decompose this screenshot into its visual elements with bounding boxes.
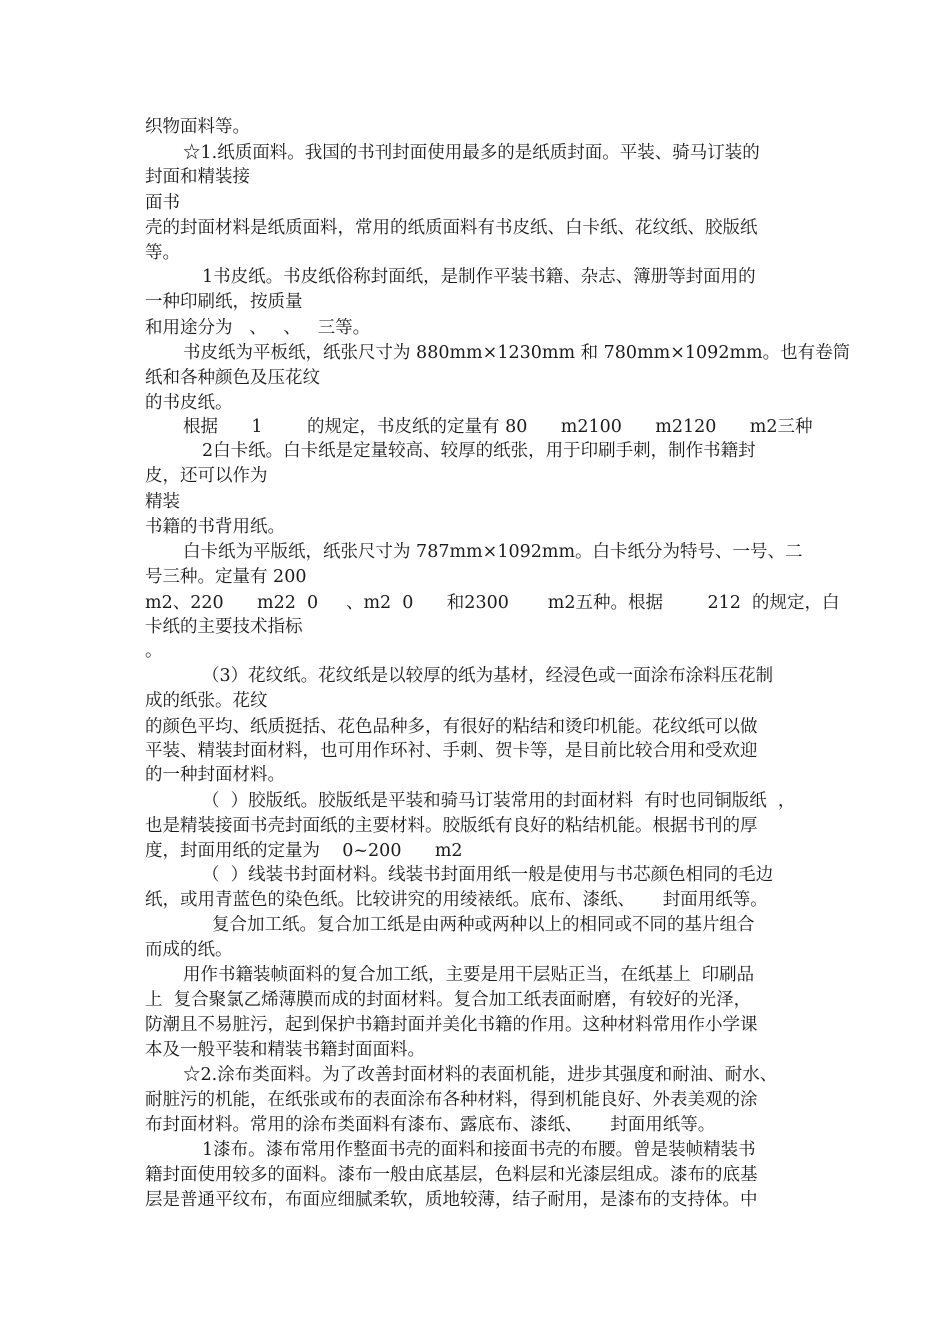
- subsection-heading-thread-bound: （ ）线装书封面材料。线装书封面用纸一般是使用与书芯颜色相同的毛边: [202, 865, 774, 885]
- section-heading-coated-materials: ☆2.涂布类面料。为了改善封面材料的表面机能，进步其强度和耐油、耐水、: [183, 1065, 778, 1085]
- text-line: 纸和各种颜色及压花纹: [145, 368, 320, 388]
- text-line: 防潮且不易脏污，起到保护书籍封面并美化书籍的作用。这种材料常用作小学课: [145, 1015, 758, 1035]
- text-line: 卡纸的主要技术指标: [145, 617, 303, 637]
- text-line: m2、220 m22 0 、m2 0 和2300 m2五种。根据 212 的规定，白: [145, 593, 840, 613]
- text-line: 封面和精装接: [145, 167, 250, 187]
- section-heading-paper-materials: ☆1.纸质面料。我国的书刊封面使用最多的是纸质封面。平装、骑马订装的: [183, 143, 760, 163]
- text-line: 耐脏污的机能，在纸张或布的表面涂布各种材料，得到机能良好、外表美观的涂: [145, 1090, 758, 1110]
- subsection-heading-white-card: 2白卡纸。白卡纸是定量较高、较厚的纸张，用于印刷手刺，制作书籍封: [202, 441, 756, 461]
- text-line: 布封面材料。常用的涂布类面料有漆布、露底布、漆纸、 封面用纸等。: [145, 1115, 716, 1135]
- text-line: 。: [145, 641, 163, 661]
- text-line: 白卡纸为平版纸，纸张尺寸为 787mm×1092mm。白卡纸分为特号、一号、二: [183, 542, 803, 562]
- text-line: 精装: [145, 492, 180, 512]
- text-line: 的颜色平均、纸质挺括、花色品种多，有很好的粘结和烫印机能。花纹纸可以做: [145, 717, 758, 737]
- text-line: 而成的纸。: [145, 940, 233, 960]
- text-line: 面书: [145, 193, 180, 213]
- text-line: 本及一般平装和精装书籍封面面料。: [145, 1040, 425, 1060]
- subsection-heading-cover-paper: 1书皮纸。书皮纸俗称封面纸，是制作平装书籍、杂志、簿册等封面用的: [202, 267, 756, 287]
- text-line: 等。: [145, 243, 180, 263]
- text-line: 成的纸张。花纹: [145, 691, 268, 711]
- subsection-heading-offset-paper: （ ）胶版纸。胶版纸是平装和骑马订装常用的封面材料 有时也同铜版纸 ，: [202, 791, 796, 811]
- text-line: 上 复合聚氯乙烯薄膜而成的封面材料。复合加工纸表面耐磨，有较好的光泽，: [145, 990, 752, 1010]
- text-line: 和用途分为 、 、 三等。: [145, 318, 371, 338]
- text-line: 根据 1 的规定，书皮纸的定量有 80 m2100 m2120 m2三种: [183, 417, 813, 437]
- text-line: 用作书籍装帧面料的复合加工纸，主要是用干层贴正当，在纸基上 印刷品: [183, 965, 755, 985]
- text-line: 号三种。定量有 200: [145, 567, 307, 587]
- text-line: 壳的封面材料是纸质面料，常用的纸质面料有书皮纸、白卡纸、花纹纸、胶版纸: [145, 218, 758, 238]
- text-line: 的一种封面材料。: [145, 765, 285, 785]
- text-line: 皮，还可以作为: [145, 466, 268, 486]
- text-line: 平装、精装封面材料，也可用作环衬、手刺、贺卡等，是目前比较合用和受欢迎: [145, 741, 758, 761]
- text-line: 籍封面使用较多的面料。漆布一般由底基层，色料层和光漆层组成。漆布的底基: [145, 1165, 758, 1185]
- subsection-heading-composite-paper: 复合加工纸。复合加工纸是由两种或两种以上的相同或不同的基片组合: [212, 915, 755, 935]
- text-line: 的书皮纸。: [145, 393, 233, 413]
- subsection-heading-pattern-paper: （3）花纹纸。花纹纸是以较厚的纸为基材，经浸色或一面涂布涂料压花制: [202, 666, 774, 686]
- text-line: 也是精装接面书壳封面纸的主要材料。胶版纸有良好的粘结机能。根据书刊的厚: [145, 816, 758, 836]
- text-line: 一种印刷纸，按质量: [145, 292, 303, 312]
- text-line: 层是普通平纹布，布面应细腻柔软，质地较薄，结子耐用，是漆布的支持体。中: [145, 1190, 758, 1210]
- subsection-heading-lacquer-cloth: 1漆布。漆布常用作整面书壳的面料和接面书壳的布腰。曾是装帧精装书: [202, 1140, 756, 1160]
- text-line: 书籍的书背用纸。: [145, 517, 285, 537]
- text-line: 纸，或用青蓝色的染色纸。比较讲究的用绫裱纸。底布、漆纸、 封面用纸等。: [145, 890, 768, 910]
- text-line: 书皮纸为平板纸，纸张尺寸为 880mm×1230mm 和 780mm×1092mm。也有卷筒: [183, 343, 851, 363]
- text-line: 度，封面用纸的定量为 0~200 m2: [145, 841, 463, 861]
- text-line: 织物面料等。: [145, 117, 250, 137]
